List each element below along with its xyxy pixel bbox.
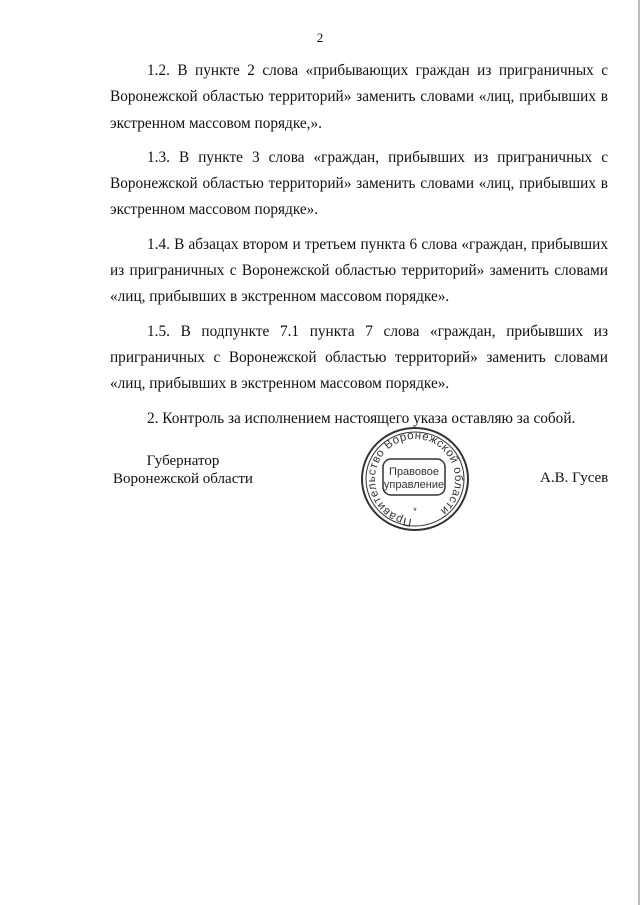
stamp-center-line1: Правовое <box>389 466 439 478</box>
paragraph-1-3: 1.3. В пункте 3 слова «граждан, прибывших из приграничных с Воронежской областью территорий» заменить словами «лиц, прибывших в экстренном массовом порядке». <box>110 148 608 219</box>
position-title: Губернатор <box>146 453 220 469</box>
document-body <box>110 58 608 432</box>
stamp-star-icon: * <box>413 506 417 516</box>
stamp-center-line2: управление <box>383 479 445 491</box>
official-stamp <box>358 423 473 533</box>
stamp-graphic <box>358 423 473 533</box>
signatory-position <box>108 452 258 488</box>
paragraph-1-2: 1.2. В пункте 2 слова «прибывающих граждан из приграничных с Воронежской областью территорий» заменить словами «лиц, прибывших в экстренном массовом порядке,». <box>110 62 608 132</box>
stamp-ring-text: Правительство Воронежской области <box>366 429 465 528</box>
position-region: Воронежской области <box>113 471 253 487</box>
page-number: 2 <box>316 30 324 45</box>
paragraph-2: 2. Контроль за исполнением настоящего указа оставляю за собой. <box>147 409 576 427</box>
paragraph-1-5: 1.5. В подпункте 7.1 пункта 7 слова «граждан, прибывших из приграничных с Воронежской областью территорий» заменить словами «лиц, прибывших в экстренном массовом порядке». <box>110 322 608 393</box>
signatory-name: А.В. Гусев <box>540 470 609 486</box>
paragraph-1-4: 1.4. В абзацах втором и третьем пункта 6 слова «граждан, прибывших из приграничных с Воронежской областью территорий» заменить словами «лиц, прибывших в экстренном массовом порядке». <box>110 235 608 306</box>
